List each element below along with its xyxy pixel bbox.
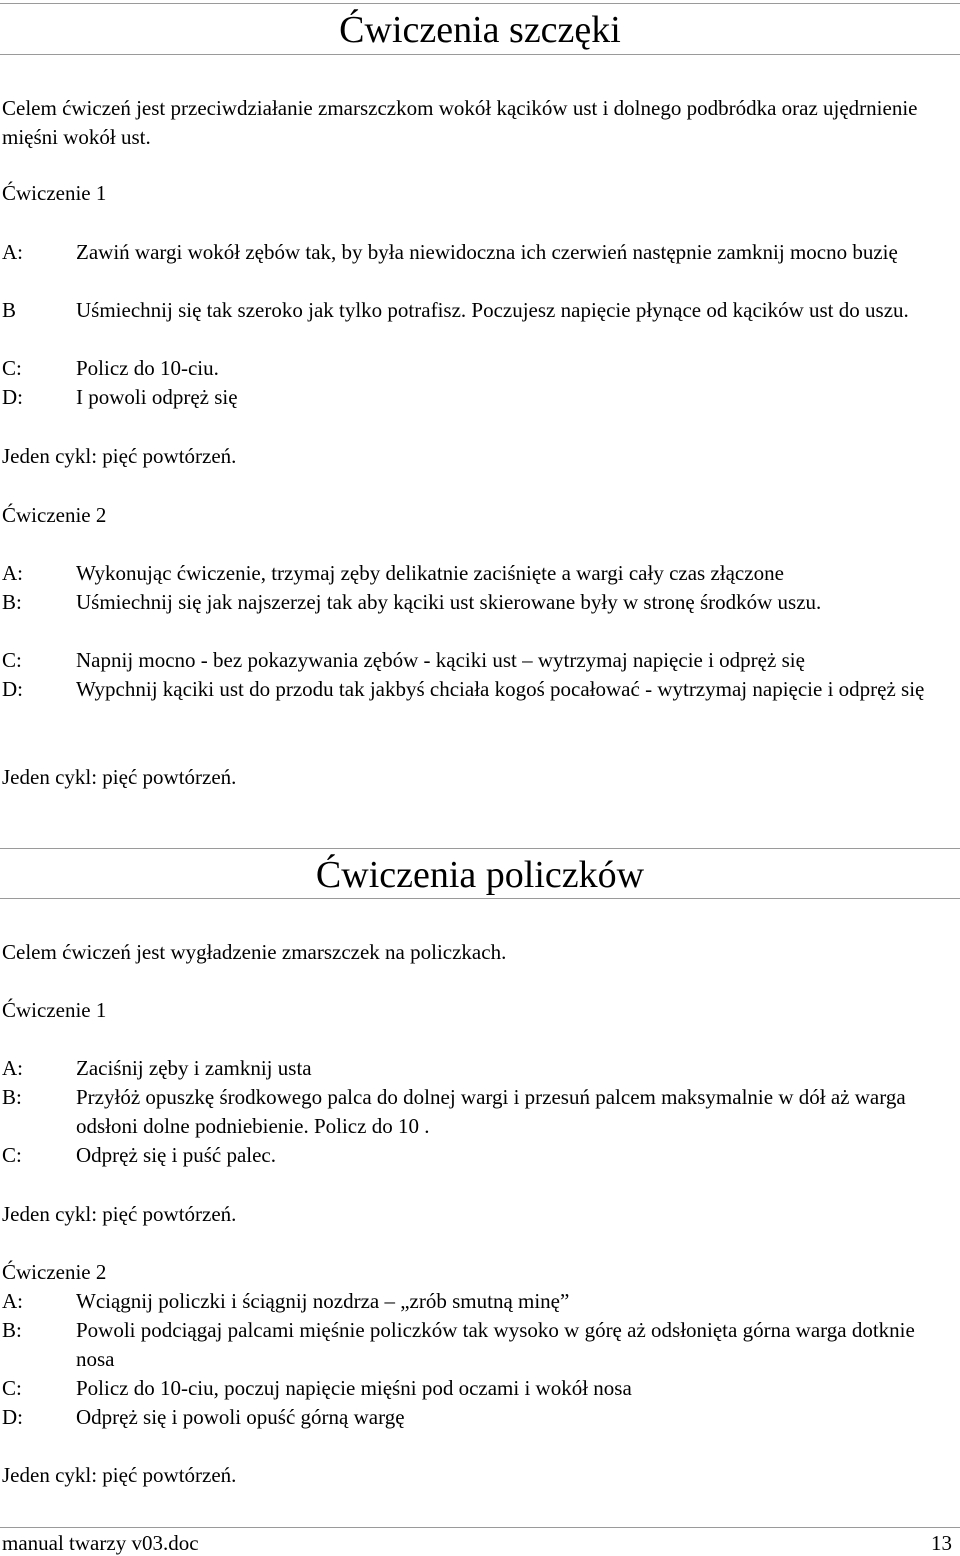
step-text: Wypchnij kąciki ust do przodu tak jakbyś chciała kogoś pocałować - wytrzymaj napięcie i odpręż się xyxy=(76,677,925,701)
step-text: Policz do 10-ciu, poczuj napięcie mięśni pod oczami i wokół nosa xyxy=(76,1376,632,1400)
step-label: C: xyxy=(2,1143,22,1167)
step-text: Powoli podciągaj palcami mięśnie policzków tak wysoko w górę aż odsłonięta górna warga dotknie nosa xyxy=(76,1318,915,1371)
step-label: D: xyxy=(2,1405,23,1429)
section-divider-top xyxy=(0,3,960,4)
cycle-note: Jeden cykl: pięć powtórzeń. xyxy=(2,1463,237,1487)
step-text: I powoli odpręż się xyxy=(76,385,238,409)
step-text: Uśmiechnij się jak najszerzej tak aby kąciki ust skierowane były w stronę środków uszu. xyxy=(76,590,822,614)
step-text: Policz do 10-ciu. xyxy=(76,356,219,380)
section-title-cheeks: Ćwiczenia policzków xyxy=(315,854,645,896)
step-label: B: xyxy=(2,1318,22,1342)
section-divider xyxy=(0,848,960,849)
step-label: A: xyxy=(2,561,23,585)
exercise-heading: Ćwiczenie 2 xyxy=(2,503,107,527)
step-text: Odpręż się i powoli opuść górną wargę xyxy=(76,1405,405,1429)
step-text: Wykonując ćwiczenie, trzymaj zęby delikatnie zaciśnięte a wargi cały czas złączone xyxy=(76,561,784,585)
intro-paragraph-cheeks: Celem ćwiczeń jest wygładzenie zmarszczek na policzkach. xyxy=(2,940,507,964)
cycle-note: Jeden cykl: pięć powtórzeń. xyxy=(2,765,237,789)
step-label: C: xyxy=(2,1376,22,1400)
footer-page-number: 13 xyxy=(931,1531,952,1555)
step-text: Wciągnij policzki i ściągnij nozdrza – „zrób smutną minę” xyxy=(76,1289,570,1313)
step-label: D: xyxy=(2,677,23,701)
step-label: A: xyxy=(2,1289,23,1313)
intro-paragraph-jaw: Celem ćwiczeń jest przeciwdziałanie zmarszczkom wokół kącików ust i dolnego podbródka oraz ujędrnienie mięśni wokół ust. xyxy=(2,96,918,149)
step-text: Uśmiechnij się tak szeroko jak tylko potrafisz. Poczujesz napięcie płynące od kącików ust do uszu. xyxy=(76,298,909,322)
footer-rule xyxy=(0,1527,960,1528)
step-label: D: xyxy=(2,385,23,409)
step-text: Zawiń wargi wokół zębów tak, by była niewidoczna ich czerwień następnie zamknij mocno buzię xyxy=(76,240,898,264)
exercise-heading: Ćwiczenie 1 xyxy=(2,998,107,1022)
step-label: A: xyxy=(2,240,23,264)
step-label: B xyxy=(2,298,17,322)
step-label: C: xyxy=(2,356,22,380)
cycle-note: Jeden cykl: pięć powtórzeń. xyxy=(2,444,237,468)
step-text: Zaciśnij zęby i zamknij usta xyxy=(76,1056,312,1080)
step-label: B: xyxy=(2,590,22,614)
section-title-underline xyxy=(0,898,960,899)
exercise-heading: Ćwiczenie 2 xyxy=(2,1260,107,1284)
footer-filename: manual twarzy v03.doc xyxy=(2,1531,199,1555)
section-title-underline xyxy=(0,54,960,55)
step-text: Napnij mocno - bez pokazywania zębów - kąciki ust – wytrzymaj napięcie i odpręż się xyxy=(76,648,805,672)
exercise-heading: Ćwiczenie 1 xyxy=(2,181,107,205)
step-label: C: xyxy=(2,648,22,672)
step-text: Odpręż się i puść palec. xyxy=(76,1143,277,1167)
step-text: Przyłóż opuszkę środkowego palca do dolnej wargi i przesuń palcem maksymalnie w dół aż warga odsłoni dolne podniebienie. Policz do 10 . xyxy=(76,1085,906,1138)
step-label: B: xyxy=(2,1085,22,1109)
section-title-jaw: Ćwiczenia szczęki xyxy=(339,9,621,51)
cycle-note: Jeden cykl: pięć powtórzeń. xyxy=(2,1202,237,1226)
step-label: A: xyxy=(2,1056,23,1080)
